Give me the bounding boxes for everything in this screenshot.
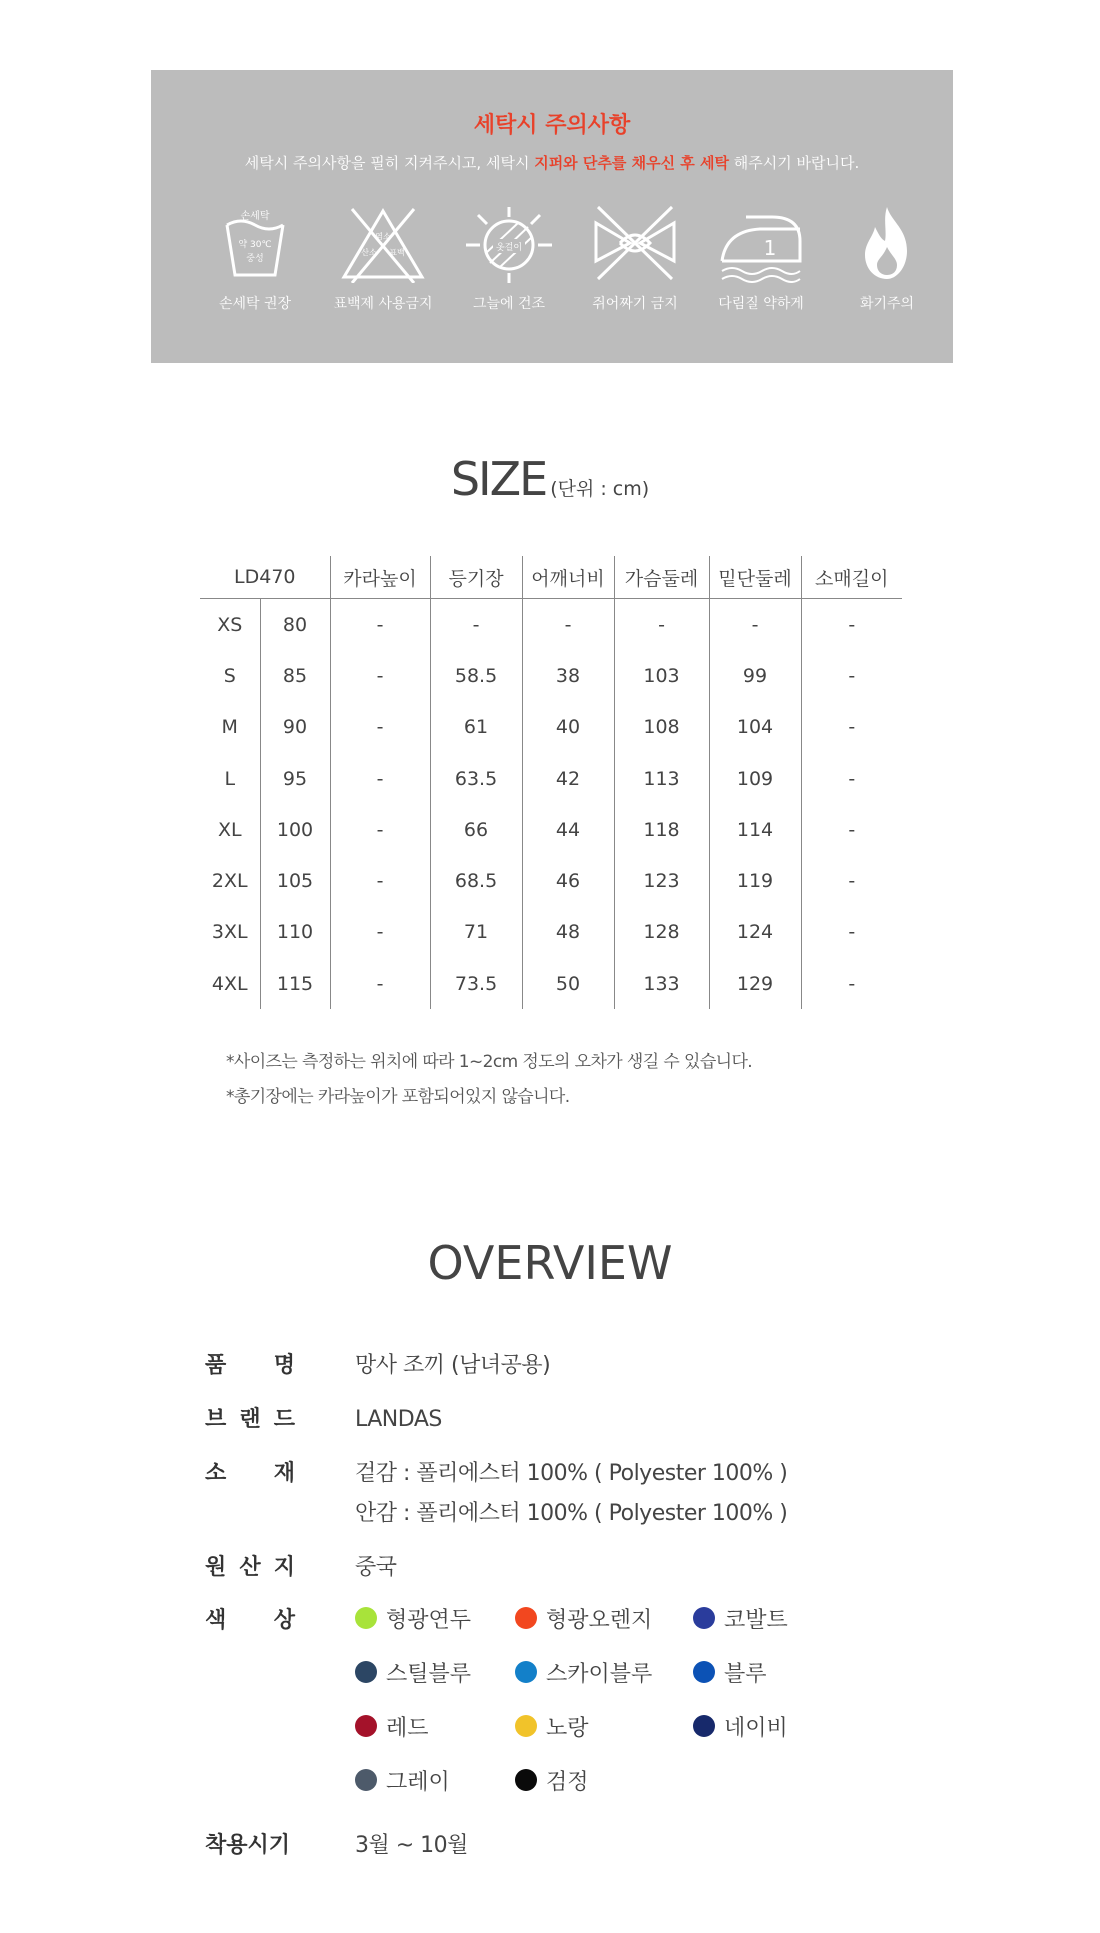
- size-cell: 90: [260, 702, 330, 753]
- care-label: 손세탁 권장: [218, 296, 292, 312]
- size-cell: -: [801, 855, 902, 906]
- size-title: SIZE: [450, 452, 547, 506]
- label-char: 랜: [239, 1407, 261, 1432]
- color-swatch: [693, 1661, 715, 1683]
- size-row: [200, 804, 902, 855]
- color-name: 노랑: [546, 1715, 589, 1741]
- size-cell: 40: [522, 702, 614, 753]
- color-name: 네이비: [724, 1715, 788, 1741]
- size-cell: 42: [522, 753, 614, 804]
- size-cell: 95: [260, 753, 330, 804]
- size-label: XS: [217, 613, 243, 636]
- care-desc-text: 세탁시 주의사항을 필히 지켜주시고, 세탁시: [244, 154, 535, 172]
- size-cell: 85: [260, 650, 330, 701]
- size-table-body: [200, 599, 902, 1010]
- hand-wash-neutral: 중성: [246, 254, 264, 264]
- size-cell: 110: [260, 907, 330, 958]
- color-swatch: [515, 1769, 537, 1791]
- overview-label: [205, 1454, 295, 1494]
- size-cell: 128: [614, 907, 709, 958]
- size-row: [200, 753, 902, 804]
- care-label: 다림질 약하게: [718, 296, 804, 312]
- overview-label: [205, 1400, 295, 1440]
- shade-dry-text: 옷걸이: [495, 243, 523, 253]
- hand-wash-text: 손세탁: [240, 211, 270, 222]
- size-cell: 118: [614, 804, 709, 855]
- season-value: 3월 ~ 10월: [355, 1833, 468, 1858]
- material-value: [355, 1454, 787, 1534]
- size-cell: 119: [709, 855, 801, 906]
- size-cell: 114: [709, 804, 801, 855]
- hand-wash-icon: [215, 203, 295, 283]
- label-char: 재: [273, 1461, 295, 1486]
- size-note: *총기장에는 카라높이가 포함되어있지 않습니다.: [226, 1087, 570, 1107]
- color-option: [693, 1652, 767, 1692]
- no-wring-icon: [590, 203, 680, 283]
- color-swatch: [515, 1661, 537, 1683]
- color-swatch: [693, 1607, 715, 1629]
- size-cell: 46: [522, 855, 614, 906]
- size-cell: 103: [614, 650, 709, 701]
- size-cell: -: [614, 599, 709, 651]
- size-cell: 100: [260, 804, 330, 855]
- color-name: 스틸블루: [386, 1661, 472, 1687]
- label-char: 색: [205, 1608, 227, 1633]
- shade-dry-icon: [464, 203, 554, 283]
- size-header-model: LD470: [200, 556, 330, 599]
- size-notes: [226, 1045, 752, 1115]
- material-inner: 안감 : 폴리에스터 100% ( Polyester 100% ): [355, 1501, 788, 1526]
- size-label: L: [224, 767, 236, 790]
- size-cell: 129: [709, 958, 801, 1009]
- color-swatch: [355, 1715, 377, 1737]
- label-char: 소: [205, 1461, 227, 1486]
- size-cell: 124: [709, 907, 801, 958]
- size-cell: -: [801, 804, 902, 855]
- label-char: 드: [273, 1407, 295, 1432]
- size-cell: 105: [260, 855, 330, 906]
- iron-low-icon: [716, 203, 806, 283]
- color-name: 형광연두: [386, 1607, 472, 1633]
- color-name: 블루: [724, 1661, 767, 1687]
- color-option: [355, 1598, 471, 1638]
- size-row: [200, 907, 902, 958]
- size-cell: 38: [522, 650, 614, 701]
- size-label: S: [223, 664, 236, 687]
- color-option: [515, 1598, 652, 1638]
- bleach-text-1: 염소: [375, 232, 391, 241]
- fire-icon: [847, 203, 927, 283]
- size-cell: 68.5: [430, 855, 522, 906]
- color-name: 형광오렌지: [546, 1607, 653, 1633]
- no-bleach-icon: [338, 203, 428, 283]
- care-item-no-bleach: [323, 203, 443, 313]
- color-option: [515, 1760, 589, 1800]
- size-cell: 48: [522, 907, 614, 958]
- size-header: 밑단둘레: [709, 556, 801, 599]
- label-char: 상: [273, 1608, 295, 1633]
- care-label: 화기주의: [859, 296, 915, 312]
- size-cell: 58.5: [430, 650, 522, 701]
- size-cell: 66: [430, 804, 522, 855]
- size-cell: -: [330, 753, 430, 804]
- color-option: [693, 1598, 788, 1638]
- size-cell: -: [801, 907, 902, 958]
- care-label: 표백제 사용금지: [333, 296, 433, 312]
- size-row: [200, 702, 902, 753]
- color-option: [355, 1760, 450, 1800]
- overview-label: [205, 1346, 295, 1386]
- size-cell: 44: [522, 804, 614, 855]
- color-option: [515, 1706, 589, 1746]
- size-row: [200, 855, 902, 906]
- color-option: [355, 1706, 429, 1746]
- size-label: 4XL: [211, 972, 248, 995]
- size-header: 어깨너비: [522, 556, 614, 599]
- care-icons-row: [195, 203, 915, 323]
- size-cell: -: [522, 599, 614, 651]
- label-char: 원: [205, 1555, 227, 1580]
- size-cell: -: [330, 958, 430, 1009]
- label-char: 산: [239, 1555, 261, 1580]
- size-cell: -: [330, 650, 430, 701]
- size-cell: 80: [260, 599, 330, 651]
- size-cell: 113: [614, 753, 709, 804]
- size-cell: 104: [709, 702, 801, 753]
- iron-level: 1: [763, 236, 777, 260]
- size-cell: 71: [430, 907, 522, 958]
- size-cell: -: [801, 702, 902, 753]
- color-name: 레드: [386, 1715, 429, 1741]
- label-char: 명: [273, 1353, 295, 1378]
- care-item-shade-dry: [449, 203, 569, 313]
- color-option: [355, 1652, 471, 1692]
- size-table: [200, 556, 902, 1009]
- size-header: 가슴둘레: [614, 556, 709, 599]
- size-cell: -: [709, 599, 801, 651]
- color-swatch: [515, 1715, 537, 1737]
- color-swatch: [355, 1661, 377, 1683]
- size-cell: -: [330, 855, 430, 906]
- size-label: XL: [217, 818, 242, 841]
- size-cell: -: [330, 907, 430, 958]
- care-description: [151, 152, 953, 173]
- size-cell: 123: [614, 855, 709, 906]
- hand-wash-temp: 약 30℃: [238, 240, 272, 250]
- bleach-text-2: 산소: [361, 248, 377, 257]
- origin-value: 중국: [355, 1555, 397, 1580]
- size-header: 등기장: [430, 556, 522, 599]
- size-row: [200, 958, 902, 1009]
- care-item-no-wring: [575, 203, 695, 313]
- size-cell: 133: [614, 958, 709, 1009]
- color-name: 검정: [546, 1769, 589, 1795]
- size-cell: -: [801, 650, 902, 701]
- size-cell: 108: [614, 702, 709, 753]
- size-cell: 73.5: [430, 958, 522, 1009]
- label-char: 브: [205, 1407, 227, 1432]
- size-row: [200, 599, 902, 651]
- overview-label: 착용시기: [205, 1833, 291, 1858]
- overview-label: [205, 1548, 295, 1588]
- size-header: 소매길이: [801, 556, 902, 599]
- color-swatch: [355, 1607, 377, 1629]
- color-name: 스카이블루: [546, 1661, 653, 1687]
- care-item-iron-low: [701, 203, 821, 313]
- overview-title: OVERVIEW: [427, 1236, 673, 1290]
- size-cell: 61: [430, 702, 522, 753]
- bleach-text-3: 표백: [389, 248, 405, 257]
- care-label: 쥐어짜기 금지: [592, 296, 678, 312]
- size-cell: -: [330, 599, 430, 651]
- color-option: [693, 1706, 788, 1746]
- color-name: 코발트: [724, 1607, 788, 1633]
- size-row: [200, 650, 902, 701]
- size-cell: -: [801, 599, 902, 651]
- color-option: [515, 1652, 652, 1692]
- size-header: 카라높이: [330, 556, 430, 599]
- color-swatch: [693, 1715, 715, 1737]
- color-name: 그레이: [386, 1769, 450, 1795]
- size-cell: -: [330, 804, 430, 855]
- label-char: 지: [273, 1555, 295, 1580]
- size-note: *사이즈는 측정하는 위치에 따라 1~2cm 정도의 오차가 생길 수 있습니다.: [226, 1052, 753, 1072]
- size-heading: [0, 452, 1100, 506]
- size-cell: 50: [522, 958, 614, 1009]
- care-desc-highlight: 지퍼와 단추를 채우신 후 세탁: [534, 154, 729, 172]
- size-label: M: [221, 716, 238, 739]
- size-cell: 115: [260, 958, 330, 1009]
- care-label: 그늘에 건조: [472, 296, 546, 312]
- care-item-fire-caution: [827, 203, 947, 313]
- color-options: [355, 1598, 915, 1818]
- size-cell: -: [801, 753, 902, 804]
- product-name-value: 망사 조끼 (남녀공용): [355, 1353, 551, 1378]
- size-cell: 99: [709, 650, 801, 701]
- size-cell: 63.5: [430, 753, 522, 804]
- color-swatch: [515, 1607, 537, 1629]
- size-cell: -: [430, 599, 522, 651]
- overview-label: [205, 1601, 295, 1641]
- size-cell: -: [801, 958, 902, 1009]
- care-instructions-panel: [151, 70, 953, 363]
- color-swatch: [355, 1769, 377, 1791]
- material-outer: 겉감 : 폴리에스터 100% ( Polyester 100% ): [355, 1461, 788, 1486]
- size-cell: -: [330, 702, 430, 753]
- size-label: 2XL: [211, 870, 248, 893]
- size-label: 3XL: [211, 921, 248, 944]
- care-item-hand-wash: [195, 203, 315, 313]
- care-desc-text-end: 해주시기 바랍니다.: [728, 154, 860, 172]
- size-cell: 109: [709, 753, 801, 804]
- size-unit: (단위 : cm): [550, 478, 650, 500]
- brand-value: LANDAS: [355, 1407, 442, 1432]
- care-title: 세탁시 주의사항: [473, 113, 631, 138]
- label-char: 품: [205, 1353, 227, 1378]
- size-header-row: [200, 556, 902, 599]
